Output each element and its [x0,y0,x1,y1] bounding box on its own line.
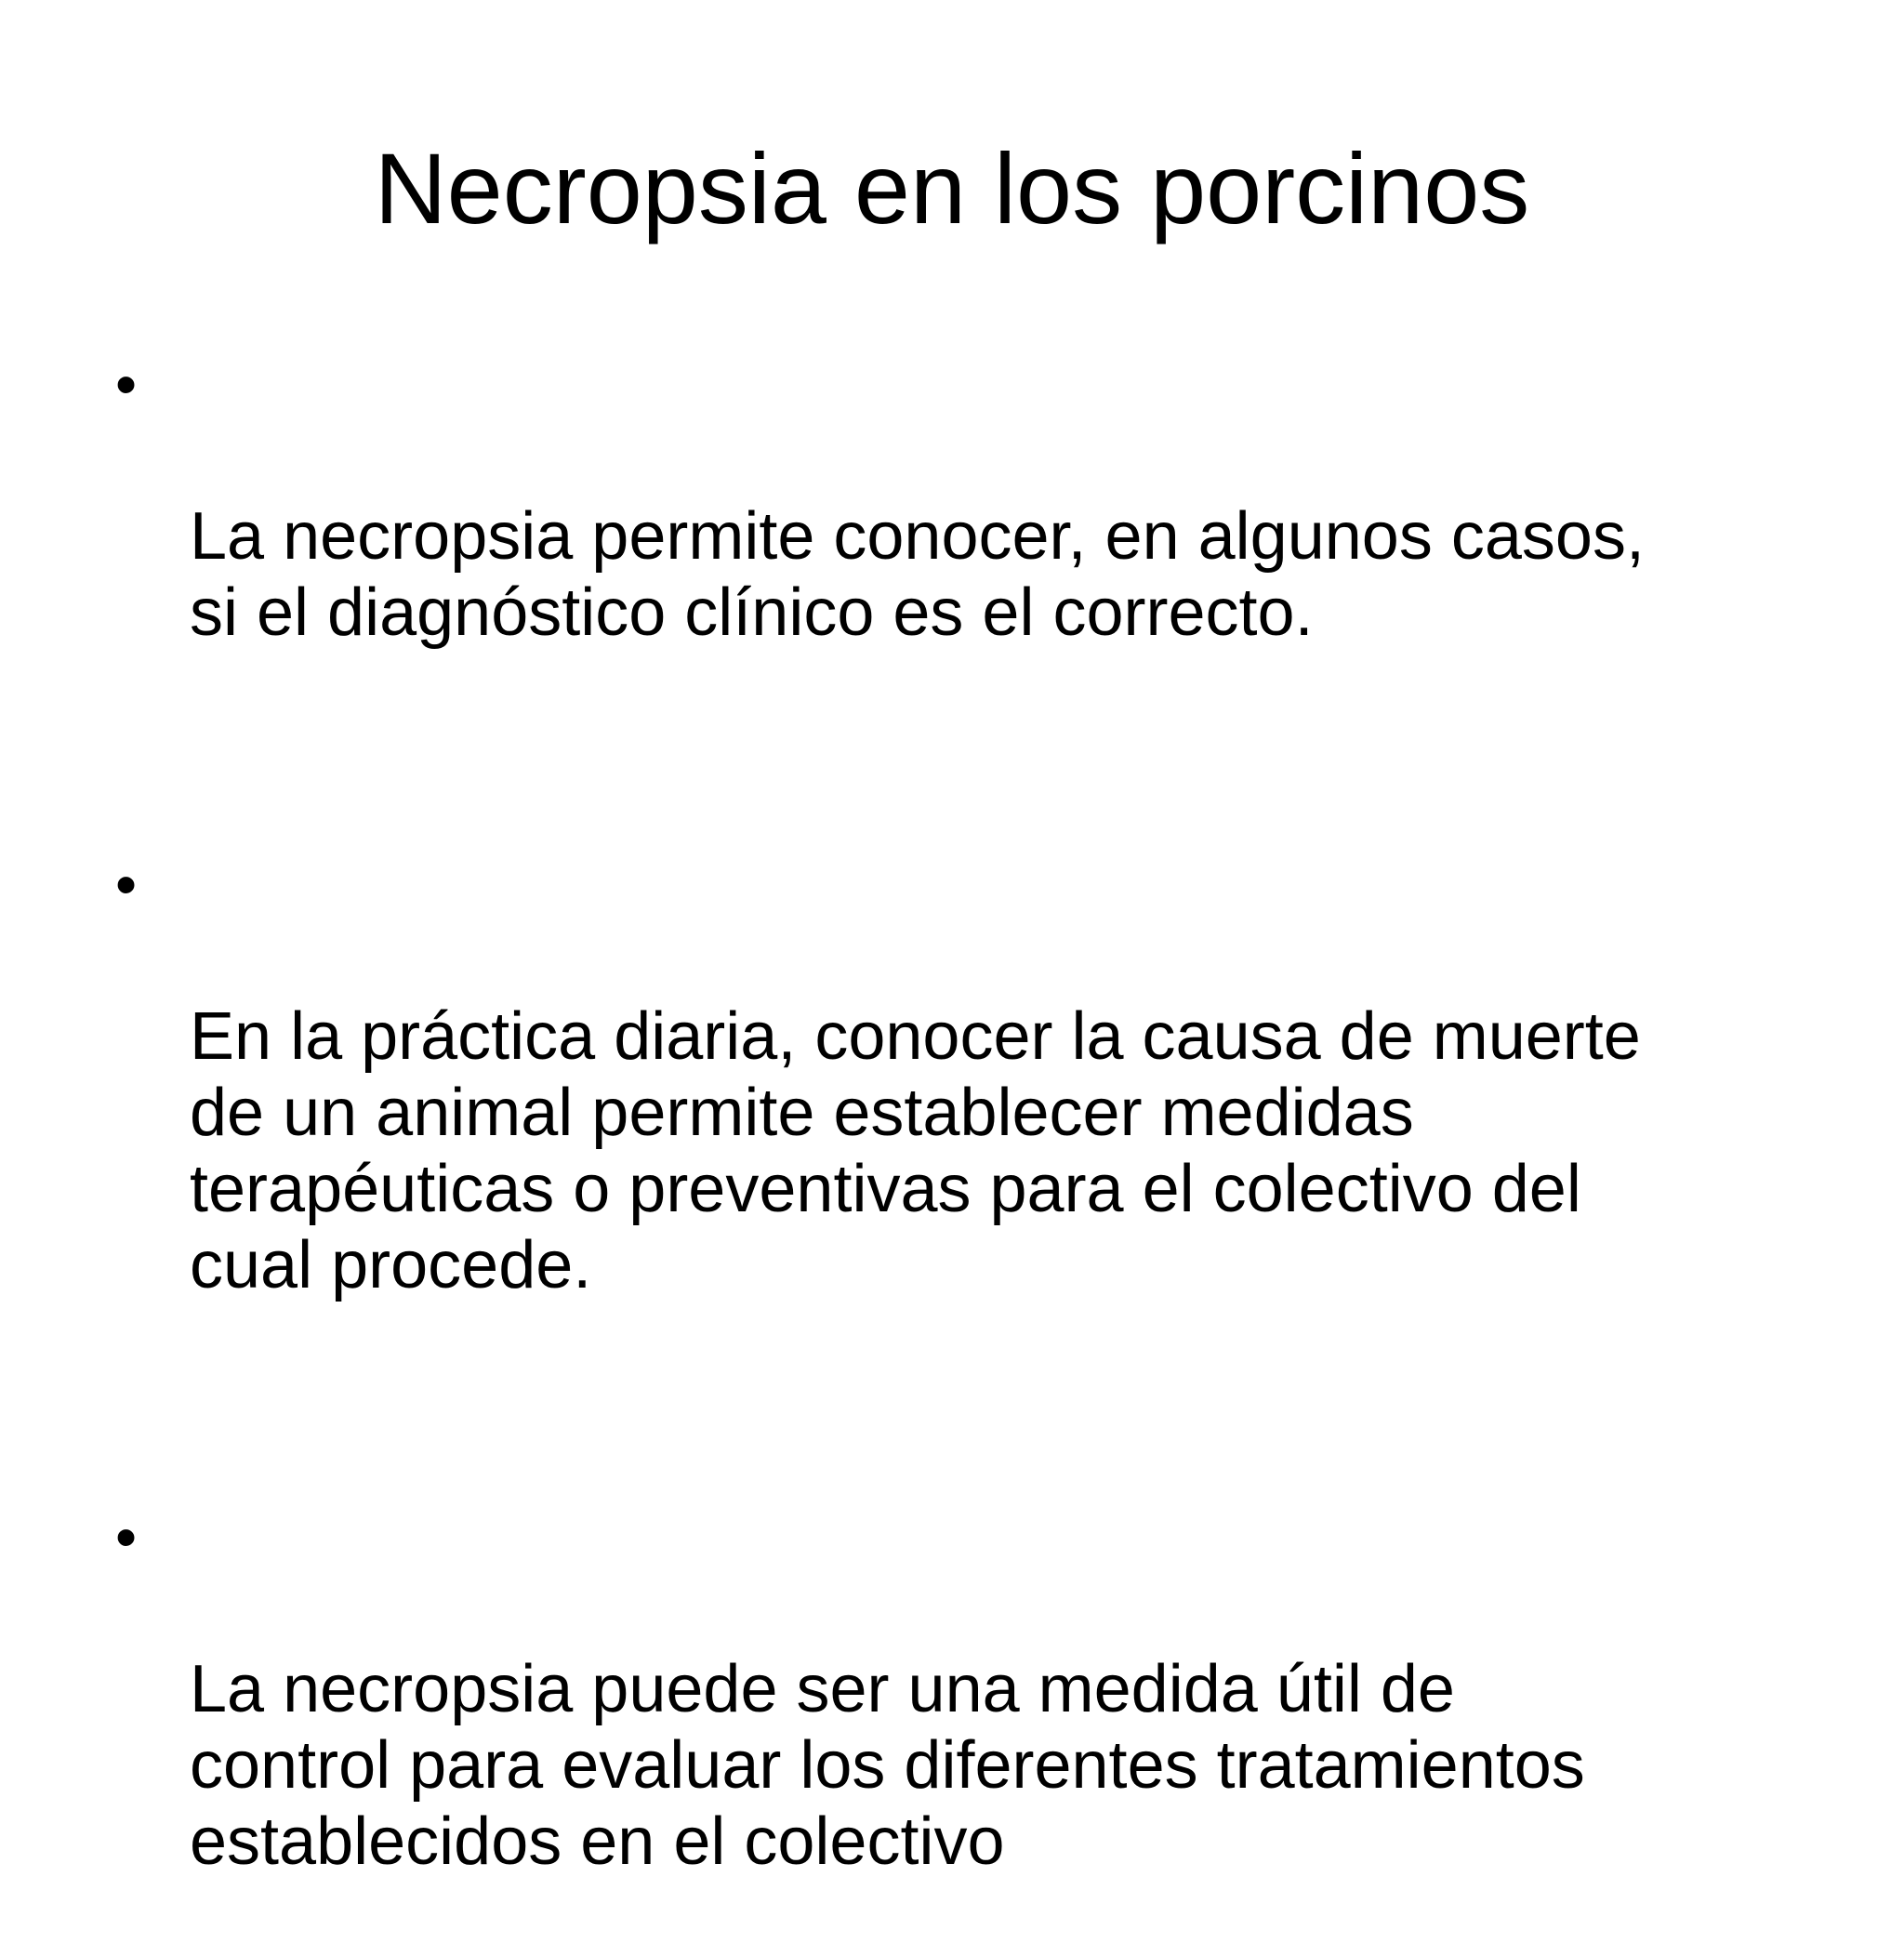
bullet-list [112,346,1841,1956]
bullet-icon: • [115,1502,138,1571]
bullet-icon: • [115,850,138,919]
bullet-text: En la práctica diaria, conocer la causa de muerte de un animal permite establecer medidas terapéuticas o preventivas para el colectivo del cual procede. [190,999,1641,1302]
bullet-item [112,346,1841,727]
bullet-item [112,846,1841,1380]
bullet-text: La necropsia puede ser una medida útil de control para evaluar los diferentes tratamientos establecidos en el colectivo [190,1652,1585,1879]
slide-title: Necropsia en los porcinos [374,132,1530,244]
bullet-text: La necropsia permite conocer, en algunos casos, si el diagnóstico clínico es el correcto. [190,499,1645,650]
bullet-item [112,1499,1841,1956]
bullet-icon: • [115,350,138,418]
